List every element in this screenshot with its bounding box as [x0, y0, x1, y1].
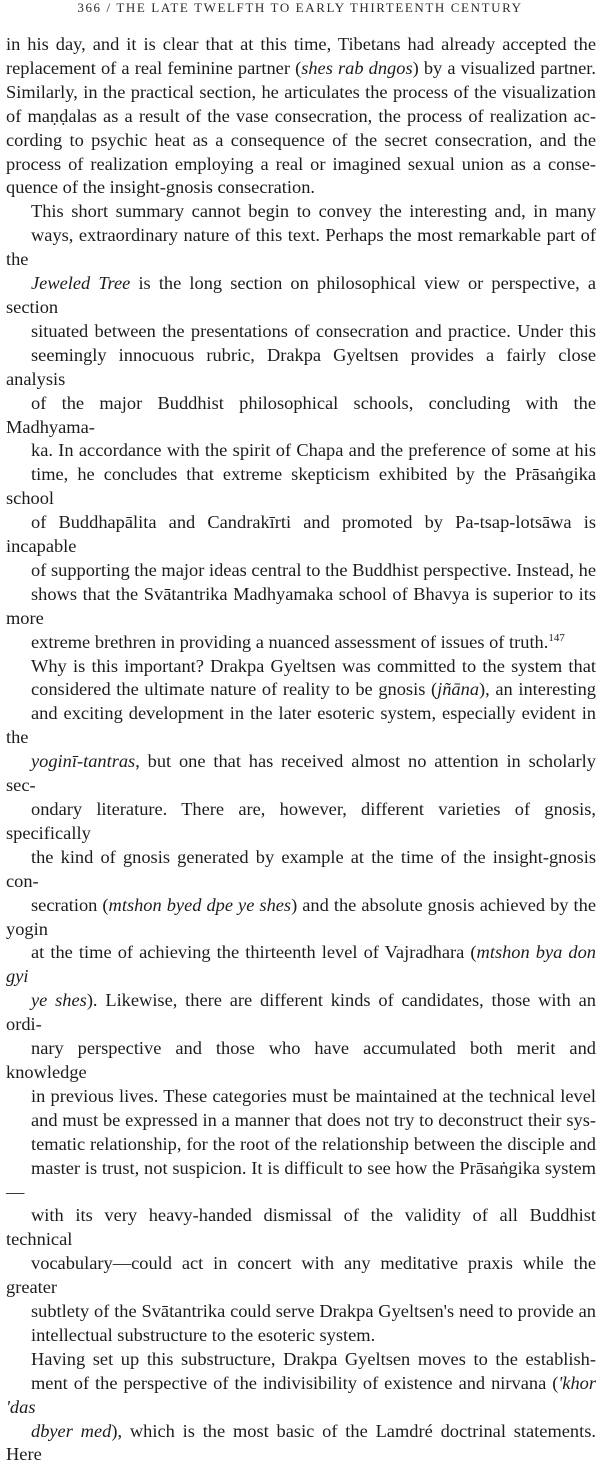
body-text	[6, 33, 596, 1467]
text-line	[6, 1204, 596, 1252]
text-run: seemingly innocuous rubric, Drakpa Gyeltsen provides a fairly close analysis	[6, 344, 596, 389]
text-run: nary perspective and those who have accumulated both merit and knowledge	[6, 1038, 596, 1082]
text-line	[6, 1252, 596, 1300]
text-run: in his day, and it is clear that at this time, Tibetans had already accepted the	[6, 34, 596, 54]
text-run: , but one that has received almost no attention in scholarly sec-	[6, 751, 596, 796]
text-run: of the major Buddhist philosophical schools, concluding with the Madhyama-	[6, 392, 596, 437]
text-run: ), which is the most basic of the Lamdré doctrinal statements. Here	[6, 1420, 596, 1465]
text-line	[6, 200, 596, 224]
text-run: cording to psychic heat as a consequence of the secret consecration, and the	[6, 129, 596, 150]
text-run: shows that the Svātantrika Madhyamaka school of Bhavya is superior to its more	[6, 583, 596, 628]
text-run: ment of the perspective of the indivisibility of existence and nirvana (	[31, 1372, 559, 1393]
text-line	[6, 33, 596, 57]
text-line	[6, 224, 596, 272]
text-line	[6, 320, 596, 344]
paragraph	[6, 200, 596, 654]
text-line	[6, 439, 596, 463]
text-line	[6, 1109, 596, 1133]
text-run: Similarly, in the practical section, he articulates the process of the visualization	[6, 81, 596, 102]
text-line	[6, 81, 596, 105]
text-line	[6, 559, 596, 583]
text-run: and exciting development in the later esoteric system, especially evident in the	[6, 703, 596, 748]
running-title: THE LATE TWELFTH TO EARLY THIRTEENTH CENTURY	[116, 0, 523, 15]
text-line	[6, 176, 596, 200]
text-line	[6, 655, 596, 679]
italic-term: mtshon byed dpe ye shes	[108, 894, 292, 915]
text-run: with its very heavy-handed dismissal of the validity of all Buddhist technical	[6, 1205, 596, 1250]
text-run: Having set up this substructure, Drakpa Gyeltsen moves to the establish-	[31, 1348, 596, 1369]
text-line	[6, 631, 596, 655]
text-run: of Buddhapālita and Candrakīrti and promoted by Pa-tsap-lotsāwa is incapable	[6, 512, 596, 557]
text-line	[6, 511, 596, 559]
text-line	[6, 678, 596, 702]
text-line	[6, 798, 596, 846]
text-line	[6, 272, 596, 320]
text-line	[6, 1085, 596, 1109]
text-line	[6, 1300, 596, 1324]
text-line	[6, 750, 596, 798]
italic-term: 'khor 'das	[6, 1372, 596, 1417]
text-line	[6, 463, 596, 511]
italic-term: jñāna	[437, 679, 480, 700]
text-run: tematic relationship, for the root of the relationship between the disciple and	[31, 1133, 596, 1154]
text-line	[6, 1037, 596, 1085]
italic-term: shes rab dngos	[301, 57, 413, 78]
italic-term: dbyer med	[31, 1420, 112, 1441]
text-run: is the long section on philosophical view or perspective, a section	[6, 273, 596, 317]
text-run: and must be expressed in a manner that does not try to deconstruct their sys-	[31, 1109, 596, 1130]
text-line	[6, 1420, 596, 1467]
footnote-marker: 147	[548, 631, 565, 644]
italic-term: mtshon bya don gyi	[6, 942, 596, 987]
text-line	[6, 105, 596, 129]
text-run: replacement of a real feminine partner (	[6, 57, 302, 78]
text-run: ), an interesting	[479, 679, 597, 700]
text-run: ondary literature. There are, however, different varieties of gnosis, specifically	[6, 799, 596, 843]
paragraph	[6, 655, 596, 1348]
text-run: intellectual substructure to the esoteric system.	[31, 1324, 376, 1345]
text-line	[6, 344, 596, 392]
text-line	[6, 846, 596, 894]
italic-term: yoginī-tantras	[31, 751, 136, 772]
text-line	[6, 1133, 596, 1157]
paragraph	[6, 1348, 596, 1467]
running-head	[0, 0, 600, 16]
text-run: situated between the presentations of consecration and practice. Under this	[31, 320, 596, 341]
text-run: time, he concludes that extreme skepticism exhibited by the Prāsaṅgika school	[6, 464, 596, 509]
text-run: ) by a visualized partner.	[412, 57, 596, 78]
text-run: secration (	[31, 894, 109, 915]
text-line	[6, 1372, 596, 1420]
italic-term: ye shes	[31, 990, 87, 1011]
text-run: in previous lives. These categories must be maintained at the technical level	[31, 1085, 596, 1106]
text-line	[6, 989, 596, 1037]
text-run: process of realization employing a real or imagined sexual union as a conse-	[6, 153, 596, 174]
text-run: ) and the absolute gnosis achieved by the yogin	[6, 894, 596, 939]
text-run: This short summary cannot begin to convey the interesting and, in many	[31, 201, 596, 222]
text-run: considered the ultimate nature of reality to be gnosis (	[31, 679, 438, 700]
paragraph	[6, 33, 596, 200]
text-run: Why is this important? Drakpa Gyeltsen was committed to the system that	[31, 655, 596, 676]
text-run: ka. In accordance with the spirit of Chapa and the preference of some at his	[31, 440, 596, 461]
text-line	[6, 1324, 596, 1348]
text-line	[6, 702, 596, 750]
text-run: master is trust, not suspicion. It is difficult to see how the Prāsaṅgika system—	[6, 1157, 596, 1202]
text-line	[6, 1157, 596, 1205]
text-run: ways, extraordinary nature of this text. Perhaps the most remarkable part of the	[6, 225, 596, 270]
text-line	[6, 129, 596, 153]
text-run: subtlety of the Svātantrika could serve Drakpa Gyeltsen's need to provide an	[31, 1301, 596, 1322]
text-run: quence of the insight-gnosis consecration.	[6, 177, 315, 198]
text-line	[6, 57, 596, 81]
text-run: of maṇḍalas as a result of the vase consecration, the process of realization ac-	[6, 105, 596, 126]
text-line	[6, 583, 596, 631]
page-number: 366	[77, 0, 102, 15]
text-run: the kind of gnosis generated by example at the time of the insight-gnosis con-	[6, 846, 596, 891]
text-line	[6, 153, 596, 177]
text-run: at the time of achieving the thirteenth level of Vajradhara (	[31, 942, 477, 963]
header-separator: /	[106, 0, 112, 15]
text-line	[6, 941, 596, 989]
text-run: extreme brethren in providing a nuanced assessment of issues of truth.	[31, 631, 549, 652]
text-run: of supporting the major ideas central to the Buddhist perspective. Instead, he	[31, 559, 596, 580]
text-run: ). Likewise, there are different kinds of candidates, those with an ordi-	[6, 990, 596, 1035]
text-line	[6, 1348, 596, 1372]
text-run: vocabulary—could act in concert with any meditative praxis while the greater	[6, 1253, 596, 1298]
italic-term: Jeweled Tree	[31, 273, 131, 294]
text-line	[6, 392, 596, 440]
text-line	[6, 894, 596, 942]
